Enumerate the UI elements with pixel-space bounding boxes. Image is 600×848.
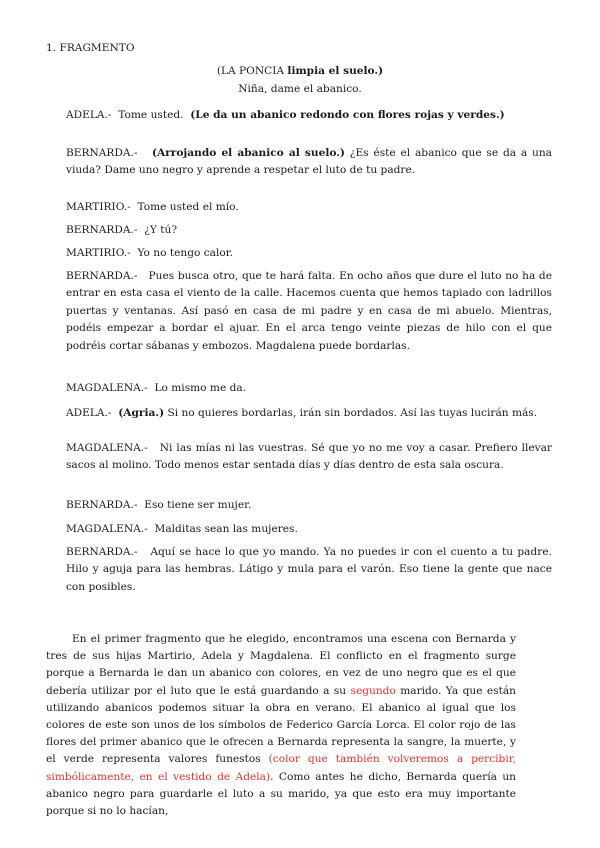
dialogue-martirio-1: MARTIRIO.- Tome usted el mío.: [66, 201, 239, 213]
dialogue-adela-1: ADELA.- Tome usted. (Le da un abanico redondo con flores rojas y verdes.): [66, 109, 505, 121]
dialogue-adela-2: ADELA.- (Agria.) Si no quieres bordarlas, irán sin bordados. Así las tuyas lucirán más.: [66, 407, 538, 419]
stage-direction: (LA PONCIA limpia el suelo.): [216, 65, 384, 77]
analysis-paragraph: En el primer fragmento que he elegido, encontramos una escena con Bernarda y tres de sus hijas Martirio, Adela y Magdalena. El conflicto en el fragmento surge porque a Bernarda le dan un abanico con colores, en vez de uno negro que es el que debería utilizar por el luto que le está guardando a su segundo marido. Ya que están utilizando abanicos podemos situar la obra en verano. El abanico al igual que los colores de este son unos de los símbolos de Federico García Lorca. El color rojo de las flores del primer abanico que le ofrecen a Bernarda representa la sangre, la muerte, y el verde representa valores funestos (color que también volveremos a percibir, simbólicamente, en el vestido de Adela). Como antes he dicho, Bernarda quería un abanico negro para guardarle el luto a su marido, ya que esto era muy importante porque si no lo hacían,: [46, 633, 517, 818]
dialogue-bernarda-4: BERNARDA.- Eso tiene ser mujer.: [66, 499, 252, 511]
dialogue-bernarda-2: BERNARDA.- ¿Y tú?: [66, 224, 178, 236]
highlight-segundo: segundo: [350, 684, 396, 697]
dialogue-bernarda-3: BERNARDA.- Pues busca otro, que te hará falta. En ocho años que dure el luto no ha de entrar en esta casa el viento de la calle. Hacemos cuenta que hemos tapiado con ladrillos puertas y ventanas. Así pasó en casa de mi padre y en casa de mi abuelo. Mientras, podéis empezar a bordar el ajuar. En el arca tengo veinte piezas de hilo con el que podréis cortar sábanas y embozos. Magdalena puede bordarlas.: [66, 270, 552, 352]
highlight-vestido: (color que también volveremos a percibir, simbólicamente, en el vestido de Adela): [46, 753, 516, 783]
dialogue-martirio-2: MARTIRIO.- Yo no tengo calor.: [66, 247, 233, 259]
dialogue-magdalena-1: MAGDALENA.- Lo mismo me da.: [66, 382, 247, 394]
dialogue-magdalena-2: MAGDALENA.- Ni las mías ni las vuestras. Sé que yo no me voy a casar. Prefiero llevar sacos al molino. Todo menos estar sentada días y días dentro de esta sala oscura.: [66, 442, 552, 472]
dialogue-bernarda-1: BERNARDA.- (Arrojando el abanico al suelo.) ¿Es éste el abanico que se da a una viuda? Dame uno negro y aprende a respetar el luto de tu padre.: [66, 147, 552, 177]
dialogue-magdalena-3: MAGDALENA.- Malditas sean las mujeres.: [66, 523, 298, 535]
heading: 1. FRAGMENTO: [46, 42, 135, 54]
dialogue-bernarda-5: BERNARDA.- Aquí se hace lo que yo mando. Ya no puedes ir con el cuento a tu padre. Hilo y aguja para las hembras. Látigo y mula para el varón. Eso tiene la gente que nace con posibles.: [66, 546, 552, 593]
nina-line: Niña, dame el abanico.: [238, 83, 362, 95]
